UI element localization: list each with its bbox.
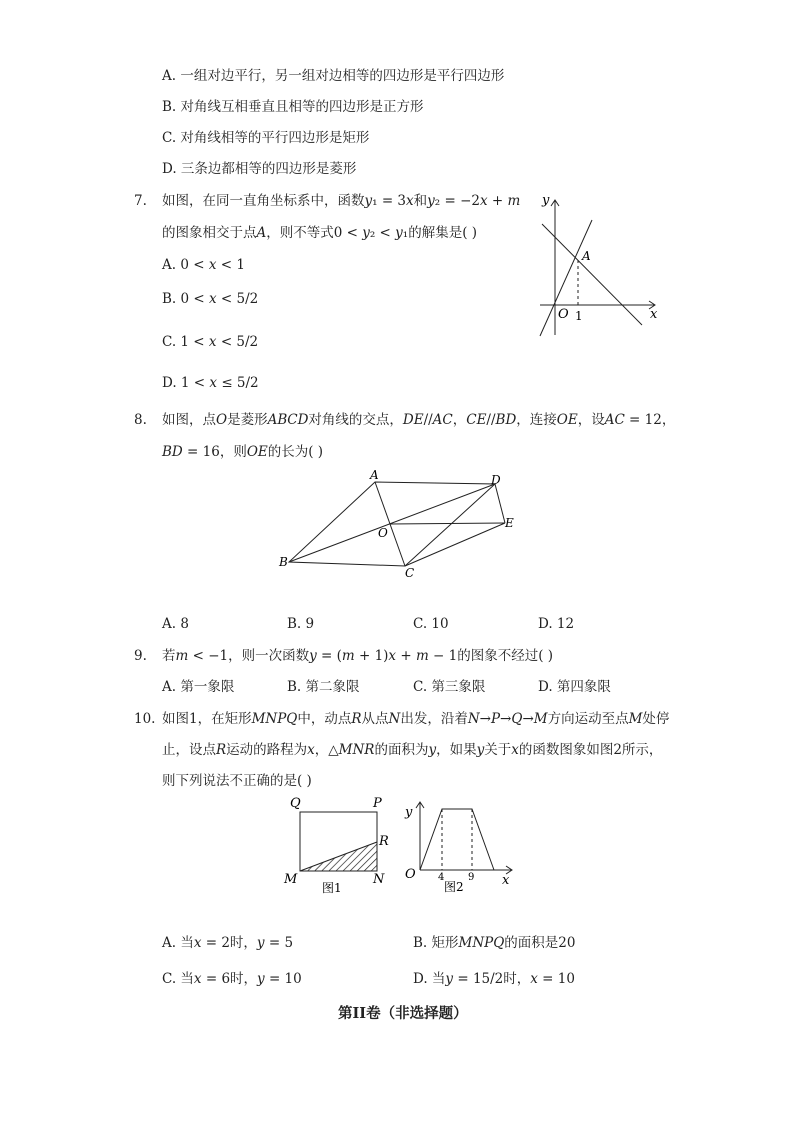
q6-option-a: A. 一组对边平行，另一组对边相等的四边形是平行四边形 (162, 68, 505, 84)
q8-option-c: C. 10 (413, 616, 449, 632)
q6-option-c: C. 对角线相等的平行四边形是矩形 (162, 130, 370, 146)
segment-oe (390, 523, 505, 524)
q9-text: 若𝑚 < −1，则一次函数𝑦 = (𝑚 + 1)𝑥 + 𝑚 − 1的图象不经过( ) (162, 648, 554, 664)
label-q: Q (290, 796, 301, 811)
q8-option-b: B. 9 (287, 616, 315, 632)
q8-text-line2: 𝐵𝐷 = 16，则𝑂𝐸的长为( ) (162, 444, 324, 460)
label-point-a: A (582, 249, 591, 263)
q7-number: 7. (134, 193, 147, 209)
label-origin: O (405, 867, 416, 882)
figure-2-caption: 图2 (444, 880, 464, 894)
q8-figure (275, 465, 525, 580)
label-o: O (378, 526, 388, 540)
q9-option-b: B. 第二象限 (287, 679, 360, 695)
label-e: E (505, 516, 514, 530)
q10-option-d: D. 当𝑦 = 15/2时，𝑥 = 10 (413, 971, 575, 987)
q10-text-line1: 如图1，在矩形𝑀𝑁𝑃𝑄中，动点𝑅从点𝑁出发，沿着𝑁→𝑃→𝑄→𝑀方向运动至点𝑀处停 (162, 711, 670, 727)
function-curve (420, 809, 494, 870)
label-y: y (405, 805, 413, 820)
figure-1-caption: 图1 (322, 881, 342, 895)
segment-de (495, 484, 505, 523)
label-x: x (502, 873, 510, 888)
q9-option-d: D. 第四象限 (538, 679, 611, 695)
label-origin: O (558, 307, 569, 322)
rectangle-mnpq-diagram (280, 792, 400, 897)
label-d: D (491, 473, 501, 487)
label-y: y (542, 193, 550, 208)
label-c: C (405, 566, 415, 580)
q8-rhombus-diagram (275, 465, 525, 580)
triangle-mnr-shaded (300, 842, 377, 871)
label-tick-1: 1 (575, 309, 583, 323)
q7-text-line2: 的图象相交于点𝐴，则不等式0 < 𝑦₂ < 𝑦₁的解集是( ) (162, 225, 478, 241)
q7-option-a: A. 0 < 𝑥 < 1 (162, 257, 245, 273)
label-m: M (284, 872, 298, 887)
q8-number: 8. (134, 412, 147, 428)
label-a: A (370, 468, 379, 482)
q6-option-d: D. 三条边都相等的四边形是菱形 (162, 161, 357, 177)
q10-number: 10. (134, 711, 156, 727)
q9-option-c: C. 第三象限 (413, 679, 486, 695)
q7-option-d: D. 1 < 𝑥 ≤ 5/2 (162, 375, 259, 391)
q7-option-c: C. 1 < 𝑥 < 5/2 (162, 334, 259, 350)
label-b: B (279, 555, 288, 569)
section-heading: 第II卷（非选择题） (338, 1005, 468, 1022)
label-p: P (373, 796, 382, 811)
q10-option-b: B. 矩形𝑀𝑁𝑃𝑄的面积是20 (413, 935, 576, 951)
q10-figure-1 (280, 792, 400, 897)
q7-figure (520, 190, 670, 340)
label-r: R (379, 834, 389, 849)
q8-option-a: A. 8 (162, 616, 189, 632)
tick-label-4: 4 (438, 872, 445, 883)
q10-figure-2 (400, 796, 520, 896)
q9-number: 9. (134, 648, 147, 664)
line-y2 (542, 224, 642, 325)
q10-text-line2: 止，设点𝑅运动的路程为𝑥，△𝑀𝑁𝑅的面积为𝑦，如果𝑦关于𝑥的函数图象如图2所示， (162, 742, 663, 758)
q8-option-d: D. 12 (538, 616, 575, 632)
q9-option-a: A. 第一象限 (162, 679, 235, 695)
q10-option-c: C. 当𝑥 = 6时，𝑦 = 10 (162, 971, 302, 987)
function-graph-diagram (400, 796, 520, 896)
tick-label-9: 9 (468, 872, 475, 883)
q6-option-b: B. 对角线互相垂直且相等的四边形是正方形 (162, 99, 424, 115)
q10-text-line3: 则下列说法不正确的是( ) (162, 773, 312, 789)
q7-text-line1: 如图，在同一直角坐标系中，函数𝑦₁ = 3𝑥和𝑦₂ = −2𝑥 + 𝑚 (162, 193, 521, 209)
segment-ce (405, 523, 505, 566)
q7-coordinate-graph (520, 190, 670, 340)
q7-option-b: B. 0 < 𝑥 < 5/2 (162, 291, 259, 307)
q10-option-a: A. 当𝑥 = 2时，𝑦 = 5 (162, 935, 294, 951)
label-n: N (373, 872, 385, 887)
q8-text-line1: 如图，点𝑂是菱形𝐴𝐵𝐶𝐷对角线的交点，𝐷𝐸//𝐴𝐶，𝐶𝐸//𝐵𝐷，连接𝑂𝐸，设𝐴𝐶 = 12， (162, 412, 676, 428)
label-x: x (650, 307, 658, 322)
